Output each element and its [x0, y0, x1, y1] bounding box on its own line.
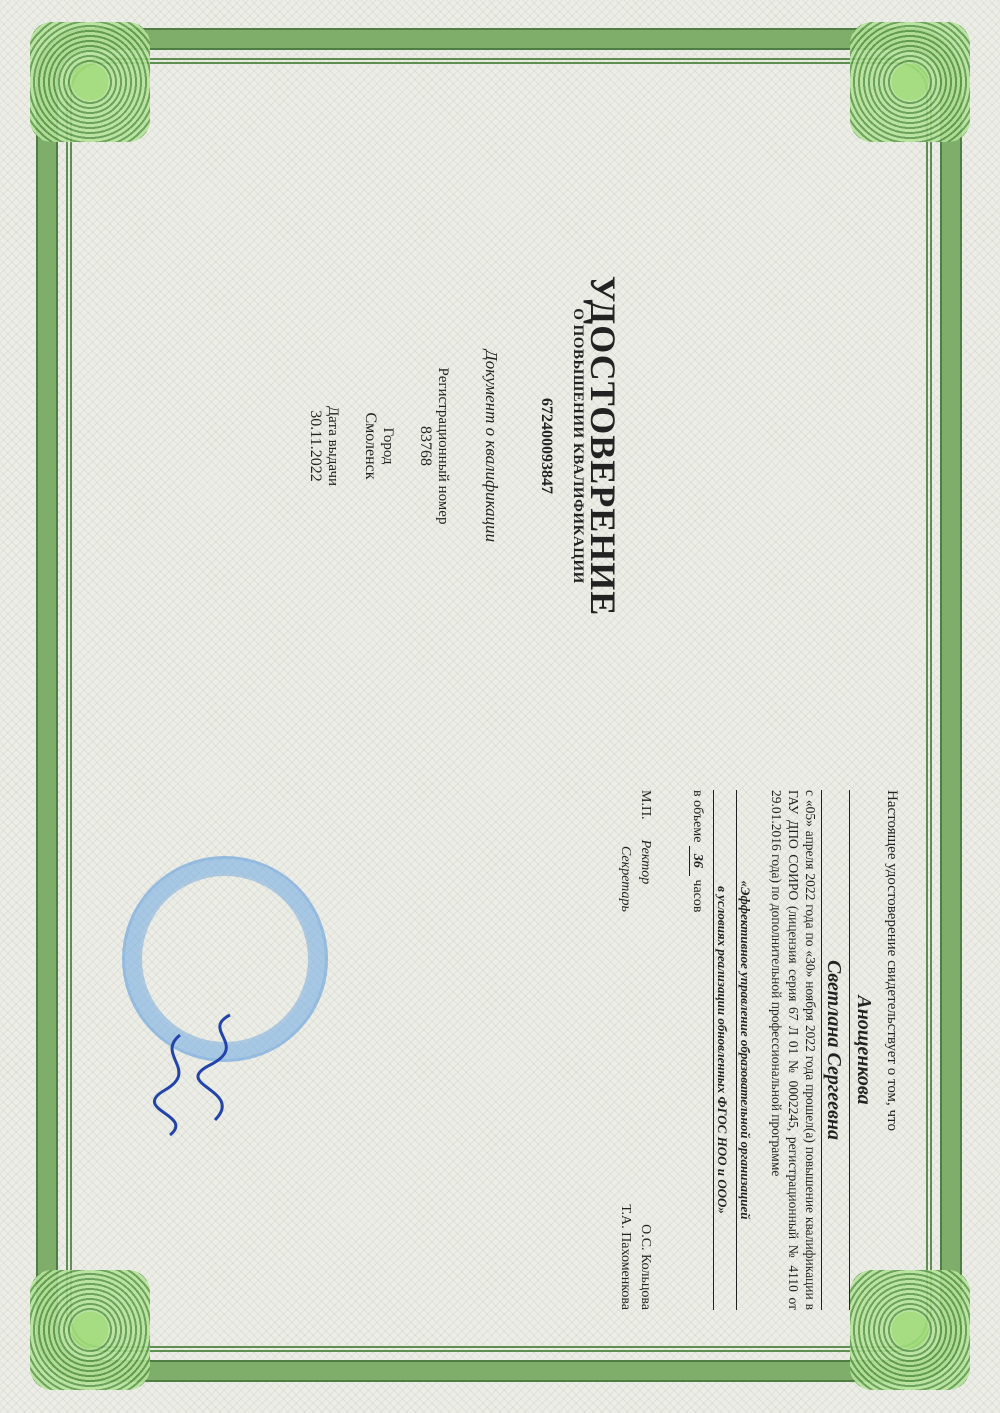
mp-label: М.П. [638, 790, 654, 820]
course-description: с «05» апреля 2022 года по «30» ноября 2022 года прошел(а) повышение квалификации в ГАУ ДПО СОИРО (лицензия серия 67 Л 01 № 0002245, регистрационный № 4110 от 29.01.2016 года) по дополнительной профессиональной программе [769, 790, 818, 1310]
corner-ornament [30, 1270, 150, 1390]
certificate-title: УДОСТОВЕРЕНИЕ [583, 275, 623, 617]
secretary-name: Т.А. Пахоменкова [618, 1204, 634, 1310]
rector-role: Ректор [638, 839, 654, 885]
city-label: Город [380, 427, 396, 465]
city-value: Смоленск [362, 412, 379, 480]
reg-number-value: 83768 [417, 426, 434, 466]
intro-text: Настоящее удостоверение свидетельствует о том, что [884, 790, 900, 1131]
recipient-surname: Анощенкова [849, 790, 875, 1310]
volume-suffix: часов [690, 879, 706, 913]
secretary-signature [150, 1030, 210, 1140]
title-block [306, 236, 624, 656]
certificate-body [617, 790, 900, 1310]
issue-date-label: Дата выдачи [325, 405, 341, 487]
reg-number-label: Регистрационный номер [435, 367, 451, 525]
serial-number: 672400093847 [538, 398, 555, 494]
course-volume [689, 790, 705, 1310]
volume-prefix: в объеме [690, 790, 706, 843]
rector-name: О.С. Кольцова [638, 1224, 654, 1310]
program-title-line2: в условиях реализации обновленных ФГОС НОО и ООО» [713, 790, 730, 1310]
program-title-line1: «Эффективное управление образовательной организацией [736, 790, 753, 1310]
secretary-role: Секретарь [618, 846, 634, 912]
corner-ornament [30, 22, 150, 142]
volume-hours: 36 [689, 846, 705, 876]
issue-date-value: 30.11.2022 [307, 410, 324, 482]
document-type: Документ о квалификации [482, 349, 501, 543]
certificate-subtitle: О ПОВЫШЕНИИ КВАЛИФИКАЦИИ [570, 308, 586, 584]
signature-rector [637, 790, 653, 1310]
recipient-name: Светлана Сергеевна [821, 790, 845, 1310]
corner-ornament [850, 22, 970, 142]
signature-secretary [617, 790, 633, 1310]
